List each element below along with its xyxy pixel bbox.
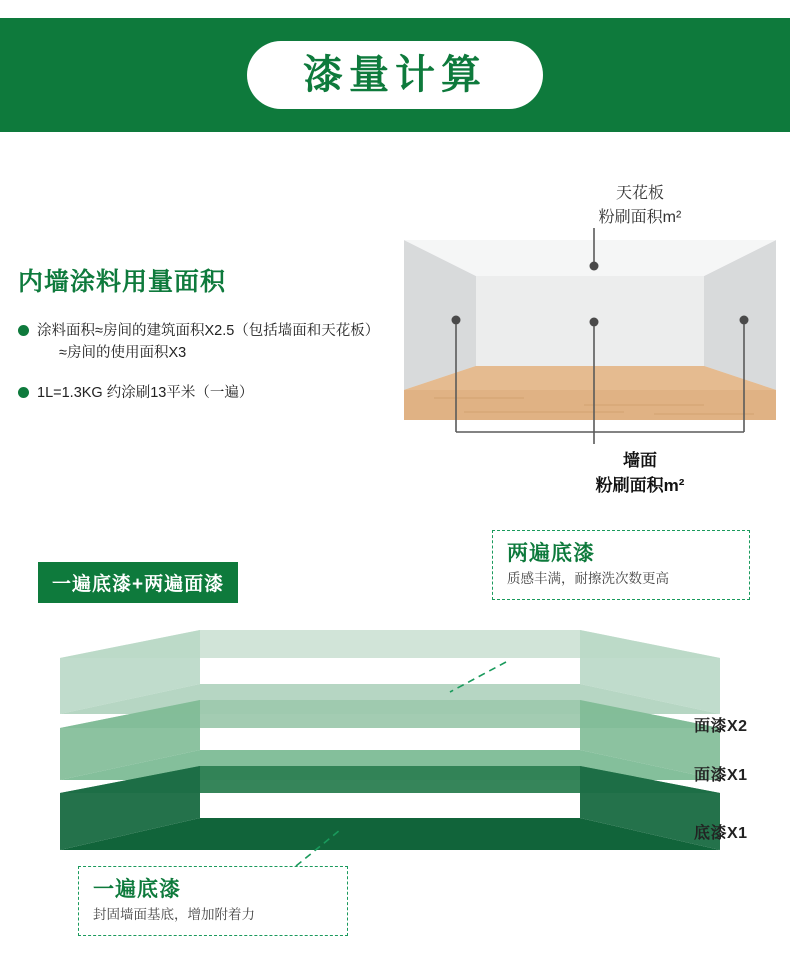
callout-bottom-title: 一遍底漆 [93, 878, 181, 901]
layer-label-topcoat-1: 面漆X1 [694, 767, 748, 784]
section-heading-interior-paint: 内墙涂料用量面积 [18, 268, 227, 296]
bullet-item-1 [18, 320, 379, 364]
callout-one-coat-primer [78, 866, 348, 936]
ceiling-label-line-1: 天花板 [615, 185, 664, 202]
ceiling-area-label [530, 182, 750, 230]
bullet-1-line-2: ≈房间的使用面积X3 [59, 345, 187, 361]
coating-combo-tag [38, 562, 238, 603]
callout-bottom-desc: 封固墙面基底，增加附着力 [93, 907, 255, 922]
combo-tag-part-1: 一遍底漆+ [52, 574, 145, 595]
wall-label-line-2: 粉刷面积m² [595, 476, 685, 495]
bullet-1-line-1: 涂料面积≈房间的建筑面积X2.5（包括墙面和天花板） [37, 323, 380, 339]
wall-label-line-1: 墙面 [623, 451, 657, 470]
bullet-dot-icon [18, 325, 29, 336]
room-illustration [404, 240, 776, 420]
wall-area-label [500, 448, 780, 498]
ceiling-label-line-2: 粉刷面积m² [598, 209, 682, 226]
callout-top-desc: 质感丰满，耐擦洗次数更高 [507, 571, 669, 586]
room-3d-svg [404, 240, 776, 420]
page-title: 漆量计算 [303, 53, 487, 97]
paint-layers-illustration [60, 618, 720, 878]
bullet-text-2: 1L=1.3KG 约涂刷13平米（一遍） [37, 385, 254, 401]
bullet-dot-icon [18, 387, 29, 398]
combo-tag-part-2: 两遍面漆 [144, 574, 225, 595]
layer-label-primer-1: 底漆X1 [694, 825, 748, 842]
callout-two-coat-primer [492, 530, 750, 600]
page-header-banner [0, 18, 790, 132]
bullet-item-2 [18, 382, 253, 404]
callout-top-title: 两遍底漆 [507, 542, 595, 565]
header-title-pill [247, 41, 543, 109]
bullet-text-1 [37, 320, 379, 364]
layer-label-topcoat-2: 面漆X2 [694, 718, 748, 735]
